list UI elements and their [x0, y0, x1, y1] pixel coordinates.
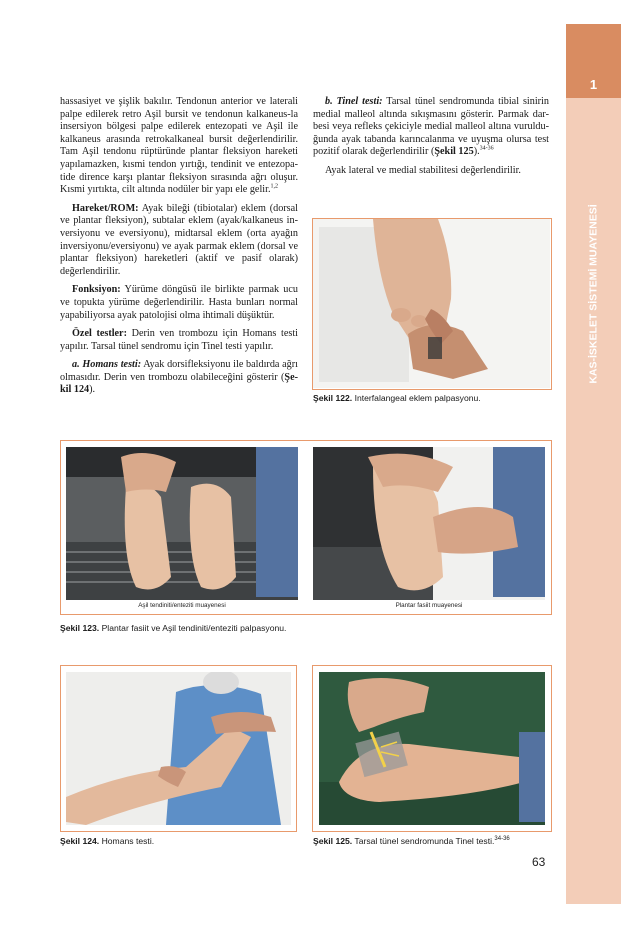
figure-123-sublabel-right: Plantar fasiit muayenesi	[395, 602, 463, 609]
right-column	[313, 96, 549, 184]
chapter-number: 1	[566, 24, 621, 98]
figure-125-caption: Şekil 125. Tarsal tünel sendromunda Tinel testi.$^{34-36}$	[313, 836, 510, 846]
paragraph-achilles: hassasiyet ve şişlik bakılır. Tendonun anterior ve laterali palpe edilerek retro Aşil bursit ve tendonun kalkaneus-la insersiyon bölgesi palpe edilerek entezopati ve Aşil ile kalkaneus arasında retrokalkaneal bursit değerlendirilir. Tam Aşil tendonu rüptüründe plantar fleksiyon hareketi yapılamazken, kısmi tendon yırtığı, tendinit ve entezopa-tide dirence karşı plantar fleksiyon sırasında ağrı oluşur. Kısmi yırtıkta, cilt altında nodüler bir yapı ele gelir.$^{1,2}$	[60, 96, 298, 196]
paragraph-rom: Hareket/ROM: Ayak bileği (tibiotalar) eklem (dorsal ve plantar fleksiyon), subtalar eklem (ayak/kalkaneus in-versiyonu ve eversiyonu), midtarsal eklem (orta ayağın inversiyonu/eversiyonu) ve ayak parmak eklem (dorsal ve plantar fleksiyon) hareketleri (aktif ve pasif olarak) değerlendirilir.	[60, 202, 298, 277]
page-number: 63	[532, 855, 546, 869]
figure-124-caption: Şekil 124. Homans testi.	[60, 836, 155, 846]
paragraph-special-tests: Özel testler: Derin ven trombozu için Homans testi yapılır. Tarsal tünel sendromu için Tinel testi yapılır.	[60, 328, 298, 352]
left-column	[60, 96, 298, 403]
figure-123-frame	[60, 440, 552, 615]
figure-124-frame	[60, 665, 297, 832]
paragraph-function: Fonksiyon: Yürüme döngüsü ile birlikte parmak ucu ve topukta yürüme değerlendirilir. Hasta bunları normal yapabiliyorsa ayak patolojisi olma ihtimali düşüktür.	[60, 284, 298, 321]
figure-123-caption: Şekil 123. Plantar fasiit ve Aşil tendiniti/enteziti palpasyonu.	[60, 623, 287, 633]
paragraph-stability: Ayak lateral ve medial stabilitesi değerlendirilir.	[325, 164, 521, 176]
figure-125-photo	[319, 672, 545, 825]
figure-123-photo-left	[66, 447, 298, 600]
figure-125-frame	[312, 665, 552, 832]
figure-123-photo-right	[313, 447, 545, 600]
figure-122-caption: Şekil 122. Interfalangeal eklem palpasyonu.	[313, 393, 481, 403]
chapter-title-wrap	[566, 104, 621, 484]
chapter-title: KAS-İSKELET SİSTEMİ MUAYENESİ	[587, 204, 600, 384]
figure-123-sublabel-left: Aşil tendiniti/enteziti muayenesi	[138, 602, 226, 609]
figure-124-photo	[66, 672, 291, 825]
figure-122-frame	[312, 218, 552, 390]
figure-122-photo	[313, 219, 550, 388]
paragraph-homans: a. Homans testi: Ayak dorsifleksiyonu ile baldırda ağrı olmasıdır. Derin ven trombozu olabileceğini gösterir (Şe-kil 124).	[60, 359, 298, 396]
paragraph-tinel: b. Tinel testi: Tarsal tünel sendromunda tibial sinirin medial malleol altında sıkışmasını gösterir. Parmak dar-besi veya refleks çekiciyle medial malleol altına vuruldu-ğunda ayak tabanda karıncalanma ve uyuşma olursa test pozitif olarak değerlendirilir (Şekil 125).$^{34-36}$	[313, 96, 549, 158]
